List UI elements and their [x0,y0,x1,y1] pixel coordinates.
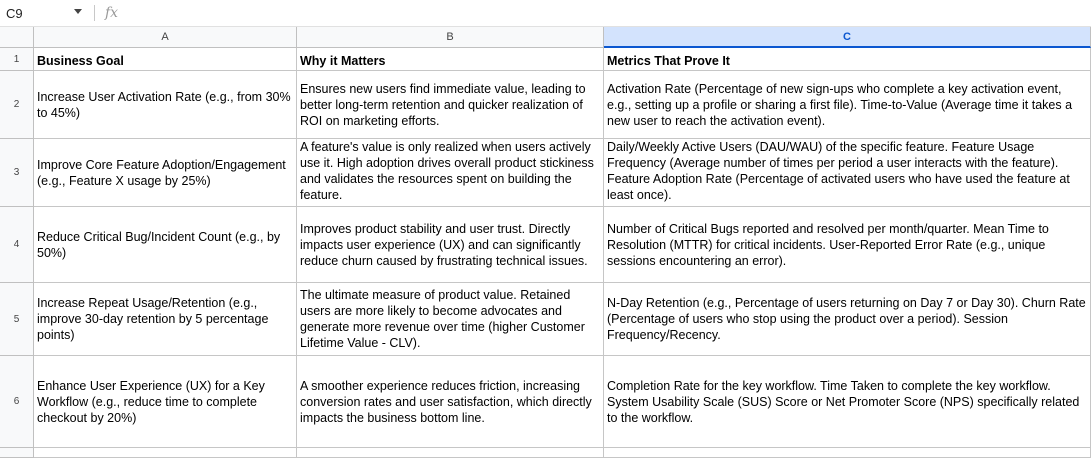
cell-c5-text: N-Day Retention (e.g., Percentage of users returning on Day 7 or Day 30). Churn Rate (Percentage of users who stop using the product over a period). Session Frequency/Recency. [607,296,1086,342]
row-header-3[interactable]: 3 [0,139,34,207]
cell-b1[interactable]: Why it Matters [297,48,604,71]
cell-a2-text: Increase User Activation Rate (e.g., from 30% to 45%) [37,89,291,120]
cell-a7[interactable] [34,448,297,458]
cell-a3[interactable] [34,139,297,207]
row-header-6[interactable]: 6 [0,356,34,448]
cell-a2[interactable] [34,71,297,139]
cell-b2[interactable] [297,71,604,139]
row-header-5[interactable]: 5 [0,283,34,356]
cell-a3-text: Improve Core Feature Adoption/Engagement (e.g., Feature X usage by 25%) [37,157,286,188]
cell-c3-text: Daily/Weekly Active Users (DAU/WAU) of the specific feature. Feature Usage Frequency (Average number of times per period a user interacts with the feature). Feature Adoption Rate (Percentage of activated users who have used the feature at least once). [607,140,1070,202]
cell-b3[interactable] [297,139,604,207]
cell-c6[interactable] [604,356,1091,448]
cell-b4-text: Improves product stability and user trust. Directly impacts user experience (UX) and can significantly reduce churn caused by frustrating technical issues. [300,221,588,268]
cell-b6[interactable] [297,356,604,448]
cell-b2-text: Ensures new users find immediate value, leading to better long-term retention and quicker realization of ROI on marketing efforts. [300,81,586,128]
cell-c6-text: Completion Rate for the key workflow. Time Taken to complete the key workflow. System Usability Scale (SUS) Score or Net Promoter Score (NPS) specifically related to the workflow. [607,378,1080,425]
cell-c5[interactable] [604,283,1091,356]
cell-a5-text: Increase Repeat Usage/Retention (e.g., improve 30-day retention by 5 percentage points) [37,296,269,342]
cell-a4-text: Reduce Critical Bug/Incident Count (e.g., by 50%) [37,229,281,260]
chevron-down-icon[interactable] [74,9,82,14]
cell-b4[interactable] [297,207,604,283]
select-all-corner[interactable] [0,27,34,48]
formula-bar-divider [94,5,95,21]
cell-a5[interactable] [34,283,297,356]
cell-c3[interactable] [604,139,1091,207]
name-box-value: C9 [6,5,23,21]
cell-b3-text: A feature's value is only realized when users actively use it. High adoption drives overall product stickiness and validates the resources spent on building the feature. [300,140,594,202]
cell-c4-text: Number of Critical Bugs reported and resolved per month/quarter. Mean Time to Resolution (MTTR) for critical incidents. User-Reported Error Rate (e.g., unique sessions encountering an error). [607,221,1049,268]
cell-c2-text: Activation Rate (Percentage of new sign-ups who complete a key activation event, e.g., setting up a profile or sharing a first file). Time-to-Value (Average time it takes a new user to reach the activation event). [607,81,1073,128]
cell-c7[interactable] [604,448,1091,458]
column-header-a[interactable]: A [34,27,297,48]
cell-c1[interactable]: Metrics That Prove It [604,48,1091,71]
cell-a6-text: Enhance User Experience (UX) for a Key Workflow (e.g., reduce time to complete checkout by 20%) [37,378,265,425]
formula-input[interactable] [118,0,1091,26]
cell-a1[interactable]: Business Goal [34,48,297,71]
cell-b5[interactable] [297,283,604,356]
formula-bar [0,0,1091,27]
cell-c4[interactable] [604,207,1091,283]
column-header-c[interactable]: C [604,27,1091,48]
cell-b6-text: A smoother experience reduces friction, increasing conversion rates and user satisfaction, which directly impacts the business bottom line. [300,378,592,425]
row-header-7[interactable] [0,448,34,458]
fx-icon: fx [105,5,119,21]
name-box[interactable] [0,0,90,26]
row-header-4[interactable]: 4 [0,207,34,283]
cell-a6[interactable] [34,356,297,448]
column-header-b[interactable]: B [297,27,604,48]
cell-b7[interactable] [297,448,604,458]
cell-a4[interactable] [34,207,297,283]
cell-c2[interactable] [604,71,1091,139]
row-header-1[interactable]: 1 [0,48,34,71]
cell-b5-text: The ultimate measure of product value. Retained users are more likely to become advocates and generate more revenue over time (higher Customer Lifetime Value - CLV). [300,288,585,350]
row-header-2[interactable]: 2 [0,71,34,139]
